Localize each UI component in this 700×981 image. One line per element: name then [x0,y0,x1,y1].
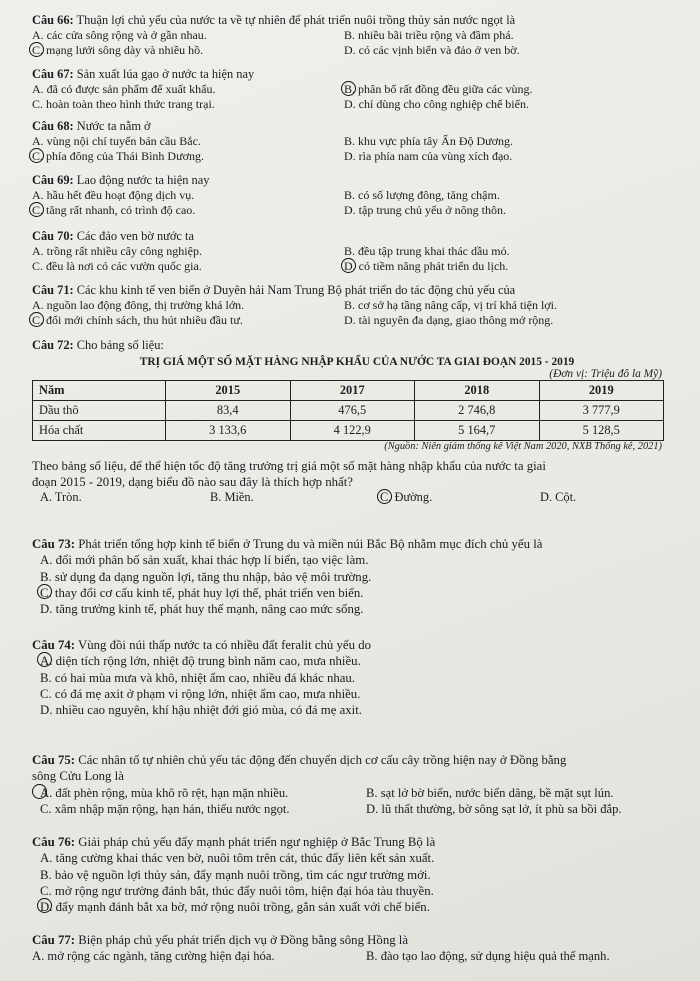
option-d[interactable]: D. chỉ dùng cho công nghiệp chế biến. [344,96,529,111]
option-a[interactable]: A. trồng rất nhiều cây công nghiệp. [32,244,202,258]
question-67 [32,67,682,111]
table-unit: (Đơn vị: Triệu đô la Mỹ) [549,368,662,380]
table-cell: Dầu thô [33,401,166,421]
option-c-selected[interactable]: C. mạng lưới sông dày và nhiều hồ. [32,43,340,58]
option-c-selected[interactable]: C. Đường. [250,490,540,505]
table-cell: 5 128,5 [539,421,664,441]
table-header-row [33,381,664,401]
table-header-cell: 2019 [539,381,664,401]
question-number: Câu 77: [32,933,76,947]
question-number: Câu 72: [32,338,74,352]
table-source: (Nguồn: Niên giám thống kê Việt Nam 2020, NXB Thống kê, 2021) [384,441,662,452]
option-c[interactable]: C. có đá mẹ axit ở phạm vi rộng lớn, nhiệt ẩm cao, mưa nhiều. [40,686,361,701]
option-d[interactable]: D. tăng trưởng kinh tế, phát huy thế mạnh, nâng cao mức sống. [40,602,364,617]
question-line: đoạn 2015 - 2019, dạng biểu đồ nào sau đây là thích hợp nhất? [32,475,353,489]
table-header-cell: 2017 [290,381,415,401]
question-73 [32,536,682,617]
question-text: Giải pháp chủ yếu đẩy mạnh phát triển ngư nghiệp ở Bắc Trung Bộ là [78,835,436,849]
option-b[interactable]: B. nhiều bãi triều rộng và đầm phá. [344,28,514,42]
option-a-selected[interactable]: A. diện tích rộng lớn, nhiệt độ trung bình năm cao, mưa nhiều. [40,653,682,669]
option-d[interactable]: D. có các vịnh biển và đảo ở ven bờ. [344,42,520,57]
option-a[interactable]: A. vùng nội chí tuyến bán cầu Bắc. [32,134,201,148]
table-cell: 476,5 [290,401,415,421]
table-header-cell: 2018 [415,381,540,401]
option-a[interactable]: A. hầu hết đều hoạt động dịch vụ. [32,188,195,202]
option-b[interactable]: B. đào tạo lao động, sử dụng hiệu quả thế mạnh. [366,949,610,964]
table-header-cell: Năm [33,381,166,401]
question-text-cont: sông Cửu Long là [32,769,124,784]
question-76 [32,834,682,915]
table-cell: 2 746,8 [415,401,540,421]
question-text: Các khu kinh tế ven biển ở Duyên hải Nam Trung Bộ phát triển do tác động chủ yếu của [76,283,516,297]
question-number: Câu 75: [32,753,76,767]
option-b[interactable]: B. có hai mùa mưa và khô, nhiệt ẩm cao, nhiều đá khác nhau. [40,670,356,685]
table-header-cell: 2015 [166,381,291,401]
option-a[interactable]: A. đã có được sản phẩm để xuất khẩu. [32,82,216,96]
question-text: Lao động nước ta hiện nay [76,173,210,187]
option-c-selected[interactable]: C. tăng rất nhanh, có trình độ cao. [32,203,340,218]
question-number: Câu 71: [32,283,74,297]
table-row [33,421,664,441]
question-text [32,458,682,490]
option-d-selected[interactable]: D. có tiềm năng phát triển du lịch. [344,259,674,274]
answer-circle-mark [341,258,356,273]
question-69 [32,173,682,217]
data-table [32,380,664,441]
option-c[interactable]: C. xâm nhập mặn rộng, hạn hán, thiếu nước ngọt. [40,801,290,816]
question-66 [32,13,682,57]
table-cell: Hóa chất [33,421,166,441]
option-b[interactable]: B. có số lượng đông, tăng chậm. [344,188,500,202]
question-text: Các nhân tố tự nhiên chủ yếu tác động đến chuyển dịch cơ cấu cây trồng hiện nay ở Đồng bằng [78,753,567,767]
question-74 [32,637,682,718]
question-text: Sản xuất lúa gạo ở nước ta hiện nay [76,67,255,81]
answer-circle-mark [377,489,392,504]
option-c[interactable]: C. mở rộng ngư trường đánh bắt, thúc đẩy nuôi tôm, hiện đại hóa tàu thuyền. [40,883,434,898]
answer-circle-mark [32,784,47,799]
option-b[interactable]: B. Miền. [210,490,254,504]
option-a[interactable]: A. các cửa sông rộng và ở gần nhau. [32,28,207,42]
question-text: Biện pháp chủ yếu phát triển dịch vụ ở Đồng bằng sông Hồng là [78,933,409,947]
question-72 [32,338,682,505]
option-a[interactable]: A. nguồn lao động đông, thị trường khá lớn. [32,298,245,312]
option-d[interactable]: D. nhiều cao nguyên, khí hậu nhiệt đới gió mùa, có đá mẹ axit. [40,703,362,718]
question-line: Theo bảng số liệu, để thể hiện tốc độ tăng trưởng trị giá một số mặt hàng nhập khẩu của nước ta giai [32,459,546,473]
question-number: Câu 67: [32,67,74,81]
question-text: Các đảo ven bờ nước ta [76,229,194,243]
question-77 [32,932,682,964]
question-text: Phát triển tổng hợp kinh tế biển ở Trung du và miền núi Bắc Bộ nhằm mục đích chủ yếu là [78,537,543,551]
option-a-selected[interactable]: A. đất phèn rộng, mùa khô rõ rệt, hạn mặn nhiều. [32,785,362,801]
answer-circle-mark [29,148,44,163]
answer-circle-mark [341,81,356,96]
answer-circle-mark [29,312,44,327]
option-c-selected[interactable]: C. phía đông của Thái Bình Dương. [32,149,340,164]
option-c[interactable]: C. đều là nơi có các vườn quốc gia. [32,258,202,273]
question-68 [32,119,682,163]
question-text: Vùng đồi núi thấp nước ta có nhiều đất feralit chủ yếu do [77,638,372,652]
option-c[interactable]: C. hoàn toàn theo hình thức trang trại. [32,96,215,111]
question-text: Thuận lợi chủ yếu của nước ta về tự nhiên để phát triển nuôi trồng thủy sản nước ngọt là [76,13,516,27]
option-d[interactable]: D. tập trung chủ yếu ở nông thôn. [344,202,506,217]
question-text: Cho bảng số liệu: [76,338,164,352]
option-b[interactable]: B. cơ sở hạ tầng nâng cấp, vị trí khá tiện lợi. [344,298,557,312]
question-number: Câu 66: [32,13,74,27]
option-a[interactable]: A. tăng cường khai thác ven bờ, nuôi tôm trên cát, thúc đẩy liên kết sản xuất. [40,851,435,866]
question-75 [32,752,682,817]
option-d-selected[interactable]: D. đẩy mạnh đánh bắt xa bờ, mở rộng nuôi trồng, gắn sản xuất với chế biến. [40,899,682,915]
answer-circle-mark [29,42,44,57]
table-cell: 3 133,6 [166,421,291,441]
option-b[interactable]: B. đều tập trung khai thác dầu mỏ. [344,244,510,258]
answer-circle-mark [37,584,52,599]
question-number: Câu 74: [32,638,76,652]
option-c-selected[interactable]: C. đổi mới chính sách, thu hút nhiều đầu tư. [32,313,340,328]
question-text: Nước ta nằm ở [76,119,151,133]
option-a[interactable]: A. mở rộng các ngành, tăng cường hiện đại hóa. [32,949,275,964]
option-c-selected[interactable]: C. thay đổi cơ cấu kinh tế, phát huy lợi thế, phát triển ven biển. [40,585,682,601]
question-number: Câu 73: [32,537,76,551]
option-d[interactable]: D. lũ thất thường, bờ sông sạt lở, ít phù sa bồi đắp. [366,801,622,816]
table-cell: 3 777,9 [539,401,664,421]
table-cell: 83,4 [166,401,291,421]
table-row [33,401,664,421]
option-b[interactable]: B. sử dụng đa dạng nguồn lợi, tăng thu nhập, bảo vệ môi trường. [40,569,372,584]
answer-circle-mark [29,202,44,217]
option-b[interactable]: B. khu vực phía tây Ấn Độ Dương. [344,134,514,148]
option-d[interactable]: D. tài nguyên đa dạng, giao thông mở rộng. [344,312,554,327]
option-b[interactable]: B. bảo vệ nguồn lợi thủy sản, đẩy mạnh nuôi trồng, tìm các ngư trường mới. [40,867,431,882]
question-number: Câu 69: [32,173,74,187]
option-b-selected[interactable]: B. phân bố rất đồng đều giữa các vùng. [344,82,674,97]
question-number: Câu 68: [32,119,74,133]
table-cell: 5 164,7 [415,421,540,441]
question-number: Câu 70: [32,229,74,243]
question-70 [32,229,682,273]
option-d[interactable]: D. Cột. [540,490,577,504]
option-d[interactable]: D. rìa phía nam của vùng xích đạo. [344,148,513,163]
option-a[interactable]: A. đổi mới phân bố sản xuất, khai thác hợp lí biển, tạo việc làm. [40,553,369,568]
option-a[interactable]: A. Tròn. [40,490,82,504]
table-cell: 4 122,9 [290,421,415,441]
table-title: TRỊ GIÁ MỘT SỐ MẶT HÀNG NHẬP KHẨU CỦA NƯỚC TA GIAI ĐOẠN 2015 - 2019 [139,356,575,368]
question-number: Câu 76: [32,835,76,849]
option-b[interactable]: B. sạt lở bờ biển, nước biển dâng, bề mặt sụt lún. [366,785,614,800]
question-71 [32,283,682,327]
